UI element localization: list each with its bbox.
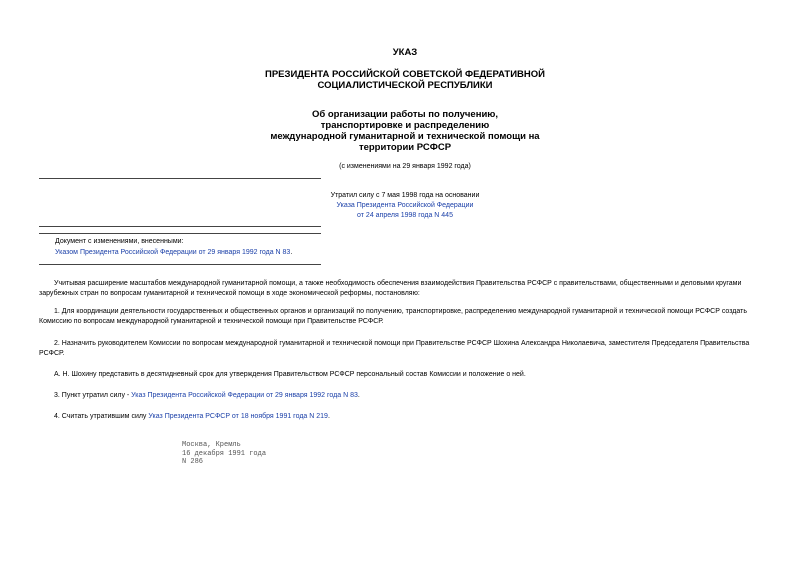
- changes-note: (с изменениями на 29 января 1992 года): [339, 163, 471, 170]
- paragraph-3-text: 3. Пункт утратил силу -: [54, 392, 132, 399]
- divider: [39, 233, 321, 234]
- signature-number: N 286: [182, 458, 204, 466]
- paragraph-4: [39, 412, 774, 422]
- paragraph-4-link[interactable]: Указ Президента РСФСР от 18 ноября 1991 года N 219: [148, 413, 328, 420]
- signature-block: [182, 441, 266, 467]
- paragraph-4-suffix: .: [327, 413, 330, 420]
- lapsed-notice: [300, 191, 510, 221]
- preamble-paragraph: Учитывая расширение масштабов международной гуманитарной помощи, а также необходимость обеспечения взаимодействия Правительства РСФСР с правительствами, общественными и деловыми кругами зарубежных стран по вопросам гуманитарной и технической помощи в ходе экономической реформы, постановляю:: [39, 280, 742, 297]
- title-line-4: территории РСФСР: [358, 142, 452, 153]
- doc-changes-label: Документ с изменениями, внесенными:: [55, 238, 184, 245]
- doc-changes-link-suffix: .: [290, 249, 293, 256]
- lapsed-link-line-2[interactable]: от 24 апреля 1998 года N 445: [357, 212, 453, 219]
- signature-place: Москва, Кремль: [182, 441, 241, 449]
- paragraph-2: 2. Назначить руководителем Комиссии по вопросам международной гуманитарной и технической помощи при Правительстве РСФСР Шохина Александра Николаевича, заместителя Председателя Правительства РСФСР.: [39, 340, 750, 357]
- paragraph-4-text: 4. Считать утратившим силу: [54, 413, 149, 420]
- doc-type-heading: УКАЗ: [392, 47, 418, 58]
- title-line-2: транспортировке и распределению: [320, 120, 490, 131]
- document-title: [160, 109, 650, 153]
- issuer-line-1: ПРЕЗИДЕНТА РОССИЙСКОЙ СОВЕТСКОЙ ФЕДЕРАТИВНОЙ: [265, 69, 545, 80]
- lapsed-link-line-1[interactable]: Указа Президента Российской Федерации: [336, 202, 474, 209]
- doc-changes-source: [55, 248, 292, 258]
- signature-date: 16 декабря 1991 года: [182, 449, 267, 458]
- paragraph-3-suffix: .: [357, 392, 360, 399]
- paragraph-1: 1. Для координации деятельности государственных и общественных органов и организаций по получению, транспортировке, распределению международной гуманитарной и технической помощи РСФСР создать Комиссию по вопросам международной гуманитарной и технической помощи при Правительстве РСФСР.: [39, 308, 747, 325]
- title-line-1: Об организации работы по получению,: [311, 109, 499, 120]
- divider: [39, 264, 321, 265]
- divider: [39, 226, 321, 227]
- divider: [39, 178, 321, 179]
- doc-changes-link[interactable]: Указом Президента Российской Федерации от 29 января 1992 года N 83: [55, 249, 291, 256]
- paragraph-3: [39, 391, 774, 401]
- lapsed-text: Утратил силу с 7 мая 1998 года на основании: [330, 192, 480, 199]
- paragraph-3-link[interactable]: Указ Президента Российской Федерации от 29 января 1992 года N 83: [131, 392, 358, 399]
- issuer-line-2: СОЦИАЛИСТИЧЕСКОЙ РЕСПУБЛИКИ: [317, 80, 493, 91]
- paragraph-2-continued: А. Н. Шохину представить в десятидневный срок для утверждения Правительством РСФСР персональный состав Комиссии и положение о ней.: [54, 371, 526, 378]
- title-line-3: международной гуманитарной и технической помощи на: [270, 131, 540, 142]
- issuer-heading: [160, 69, 650, 91]
